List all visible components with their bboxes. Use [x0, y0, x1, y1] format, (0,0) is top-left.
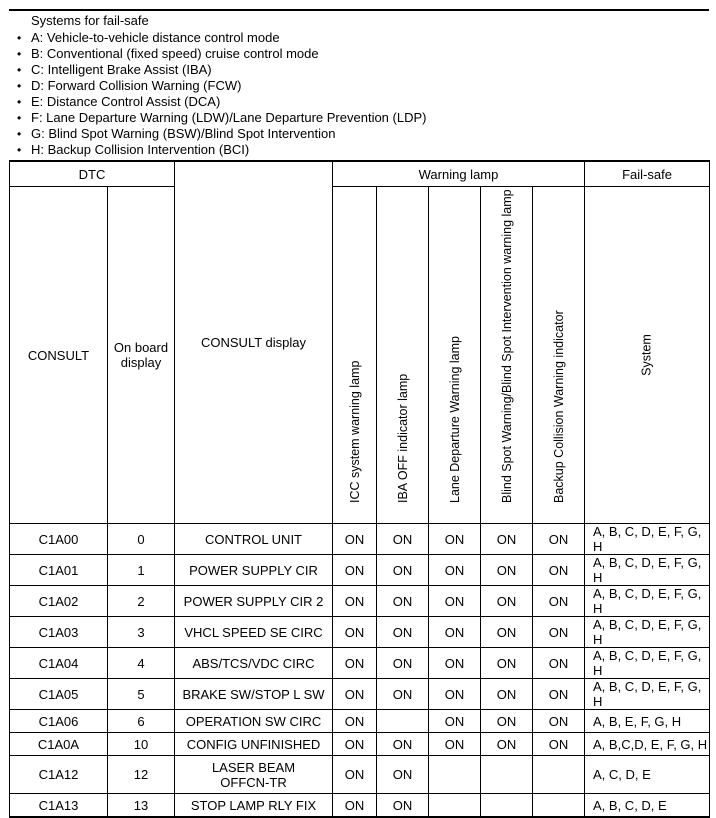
ldw-lamp-value: ON [429, 586, 481, 617]
fail-safe-systems: A, B,C,D, E, F, G, H [585, 733, 710, 756]
icc-lamp-value: ON [333, 586, 377, 617]
bsw-lamp-value: ON [481, 617, 533, 648]
consult-display-text: BRAKE SW/STOP L SW [175, 679, 333, 710]
consult-code: C1A13 [10, 794, 108, 818]
bci-lamp-value: ON [533, 733, 585, 756]
onboard-code: 2 [108, 586, 175, 617]
onboard-display-header: On board display [108, 187, 175, 524]
system-label: System [639, 334, 654, 376]
bsw-lamp-value: ON [481, 586, 533, 617]
iba-lamp-header [377, 187, 429, 524]
legend-title: Systems for fail-safe [31, 13, 149, 28]
iba-lamp-value [377, 710, 429, 733]
onboard-code: 1 [108, 555, 175, 586]
consult-code: C1A05 [10, 679, 108, 710]
consult-display-text: LASER BEAM OFFCN-TR [175, 756, 333, 794]
consult-header: CONSULT [10, 187, 108, 524]
fail-safe-systems: A, C, D, E [585, 756, 710, 794]
consult-code: C1A00 [10, 524, 108, 555]
table-row [10, 555, 710, 586]
ldw-lamp-label: Lane Departure Warning lamp [447, 336, 462, 503]
table-row [10, 756, 710, 794]
table-row [10, 733, 710, 756]
fail-safe-systems: A, B, C, D, E, F, G, H [585, 586, 710, 617]
ldw-lamp-value: ON [429, 617, 481, 648]
consult-display-header: CONSULT display [175, 161, 333, 524]
consult-code: C1A0A [10, 733, 108, 756]
legend-item: • H: Backup Collision Intervention (BCI) [9, 142, 709, 158]
system-header [585, 187, 710, 524]
fail-safe-systems: A, B, C, D, E, F, G, H [585, 524, 710, 555]
consult-code: C1A12 [10, 756, 108, 794]
bci-lamp-value: ON [533, 524, 585, 555]
bci-lamp-label: Backup Collision Warning indicator [551, 310, 566, 503]
onboard-code: 3 [108, 617, 175, 648]
consult-code: C1A03 [10, 617, 108, 648]
fail-safe-systems: A, B, C, D, E, F, G, H [585, 648, 710, 679]
table-row [10, 794, 710, 818]
warning-lamp-header: Warning lamp [333, 161, 585, 187]
bsw-lamp-value: ON [481, 555, 533, 586]
consult-display-text: STOP LAMP RLY FIX [175, 794, 333, 818]
fail-safe-systems: A, B, C, D, E [585, 794, 710, 818]
legend-list [9, 30, 709, 158]
table-row [10, 710, 710, 733]
iba-lamp-value: ON [377, 648, 429, 679]
legend-item: • G: Blind Spot Warning (BSW)/Blind Spot Intervention [9, 126, 709, 142]
ldw-lamp-value: ON [429, 679, 481, 710]
icc-lamp-value: ON [333, 648, 377, 679]
iba-lamp-value: ON [377, 555, 429, 586]
icc-lamp-header [333, 187, 377, 524]
ldw-lamp-value: ON [429, 524, 481, 555]
bci-lamp-value: ON [533, 710, 585, 733]
bci-lamp-value: ON [533, 555, 585, 586]
bci-lamp-value: ON [533, 648, 585, 679]
ldw-lamp-value [429, 794, 481, 818]
ldw-lamp-value [429, 756, 481, 794]
iba-lamp-value: ON [377, 679, 429, 710]
bci-lamp-value [533, 794, 585, 818]
onboard-code: 5 [108, 679, 175, 710]
icc-lamp-value: ON [333, 756, 377, 794]
bsw-lamp-value [481, 794, 533, 818]
bsw-lamp-value: ON [481, 524, 533, 555]
table-row [10, 524, 710, 555]
consult-code: C1A01 [10, 555, 108, 586]
bsw-lamp-value: ON [481, 679, 533, 710]
fail-safe-systems: A, B, C, D, E, F, G, H [585, 617, 710, 648]
legend-item: • E: Distance Control Assist (DCA) [9, 94, 709, 110]
table-row [10, 648, 710, 679]
iba-lamp-value: ON [377, 794, 429, 818]
icc-lamp-value: ON [333, 733, 377, 756]
bsw-lamp-label: Blind Spot Warning/Blind Spot Intervention warning lamp [499, 189, 514, 503]
icc-lamp-value: ON [333, 794, 377, 818]
consult-display-text: CONTROL UNIT [175, 524, 333, 555]
consult-code: C1A02 [10, 586, 108, 617]
legend-item: • C: Intelligent Brake Assist (IBA) [9, 62, 709, 78]
bci-lamp-value: ON [533, 679, 585, 710]
iba-lamp-value: ON [377, 733, 429, 756]
ldw-lamp-value: ON [429, 710, 481, 733]
table-row [10, 586, 710, 617]
bci-lamp-value: ON [533, 617, 585, 648]
fail-safe-systems: A, B, C, D, E, F, G, H [585, 679, 710, 710]
icc-lamp-value: ON [333, 617, 377, 648]
bci-lamp-header [533, 187, 585, 524]
icc-lamp-value: ON [333, 679, 377, 710]
onboard-code: 10 [108, 733, 175, 756]
ldw-lamp-value: ON [429, 733, 481, 756]
onboard-code: 13 [108, 794, 175, 818]
dtc-fail-safe-table [9, 160, 710, 818]
ldw-lamp-value: ON [429, 555, 481, 586]
onboard-code: 6 [108, 710, 175, 733]
table-row [10, 617, 710, 648]
table-row [10, 679, 710, 710]
fail-safe-systems: A, B, E, F, G, H [585, 710, 710, 733]
consult-display-text: POWER SUPPLY CIR [175, 555, 333, 586]
icc-lamp-value: ON [333, 710, 377, 733]
onboard-code: 0 [108, 524, 175, 555]
legend-item: • A: Vehicle-to-vehicle distance control mode [9, 30, 709, 46]
legend-item: • F: Lane Departure Warning (LDW)/Lane Departure Prevention (LDP) [9, 110, 709, 126]
iba-lamp-value: ON [377, 524, 429, 555]
consult-display-text: ABS/TCS/VDC CIRC [175, 648, 333, 679]
legend-item: • B: Conventional (fixed speed) cruise control mode [9, 46, 709, 62]
ldw-lamp-value: ON [429, 648, 481, 679]
legend-item: • D: Forward Collision Warning (FCW) [9, 78, 709, 94]
fail-safe-systems-legend [9, 9, 709, 158]
bci-lamp-value: ON [533, 586, 585, 617]
bci-lamp-value [533, 756, 585, 794]
bsw-lamp-value: ON [481, 648, 533, 679]
consult-code: C1A06 [10, 710, 108, 733]
bsw-lamp-value [481, 756, 533, 794]
iba-lamp-value: ON [377, 756, 429, 794]
onboard-code: 12 [108, 756, 175, 794]
consult-display-text: OPERATION SW CIRC [175, 710, 333, 733]
icc-lamp-label: ICC system warning lamp [347, 360, 362, 503]
consult-display-text: CONFIG UNFINISHED [175, 733, 333, 756]
bsw-lamp-header [481, 187, 533, 524]
icc-lamp-value: ON [333, 524, 377, 555]
fail-safe-header: Fail-safe [585, 161, 710, 187]
onboard-code: 4 [108, 648, 175, 679]
iba-lamp-value: ON [377, 586, 429, 617]
bsw-lamp-value: ON [481, 733, 533, 756]
ldw-lamp-header [429, 187, 481, 524]
icc-lamp-value: ON [333, 555, 377, 586]
bsw-lamp-value: ON [481, 710, 533, 733]
consult-display-text: POWER SUPPLY CIR 2 [175, 586, 333, 617]
dtc-header: DTC [10, 161, 175, 187]
consult-code: C1A04 [10, 648, 108, 679]
iba-lamp-label: IBA OFF indicator lamp [395, 373, 410, 503]
fail-safe-systems: A, B, C, D, E, F, G, H [585, 555, 710, 586]
consult-display-text: VHCL SPEED SE CIRC [175, 617, 333, 648]
iba-lamp-value: ON [377, 617, 429, 648]
